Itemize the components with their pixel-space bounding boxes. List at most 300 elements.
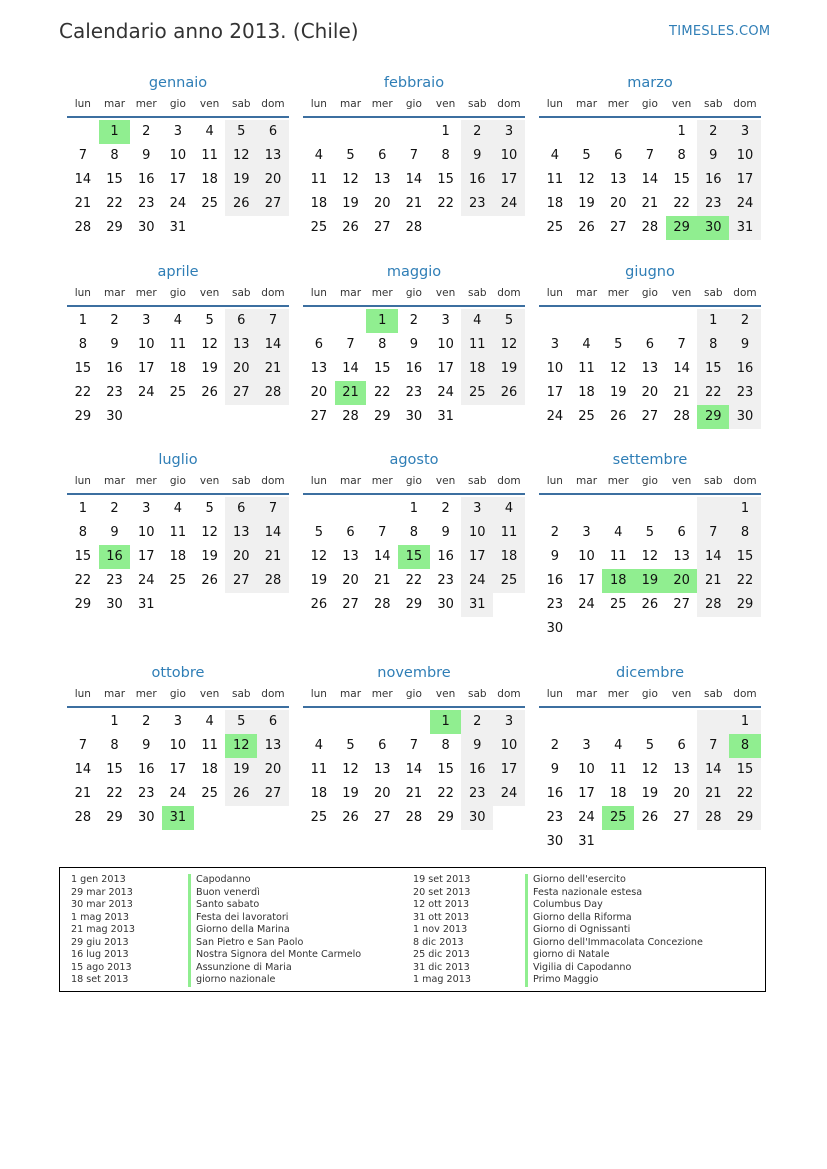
empty-day-cell [303, 120, 335, 144]
day-cell: 10 [137, 525, 155, 540]
day-cell: 28 [257, 569, 289, 593]
holiday-name: Vigilia di Capodanno [525, 962, 631, 975]
weekday-label: ven [435, 287, 456, 299]
day-cell: 10 [493, 144, 525, 168]
day-cell: 29 [437, 810, 454, 825]
day-cell: 24 [578, 810, 595, 825]
day-cell: 21 [74, 196, 92, 211]
holiday-date: 1 mag 2013 [71, 911, 129, 923]
weekday-label: dom [497, 475, 521, 487]
month-name: giugno [625, 264, 675, 280]
day-cell: 16 [697, 168, 729, 192]
weekday-label: gio [405, 287, 422, 299]
day-cell: 2 [697, 120, 729, 144]
day-grid [539, 309, 761, 429]
day-cell: 7 [78, 738, 87, 753]
day-cell: 11 [310, 762, 328, 777]
weekday-label: ven [671, 688, 692, 700]
holiday-date: 12 ott 2013 [413, 899, 470, 910]
day-cell: 15 [729, 545, 761, 569]
day-cell: 2 [550, 525, 559, 540]
day-cell: 30 [137, 220, 155, 235]
day-cell: 30 [106, 597, 123, 612]
weekday-label: mer [607, 475, 629, 487]
weekday-label: mar [576, 287, 598, 299]
weekday-label: mar [340, 688, 362, 700]
day-cell: 27 [225, 381, 257, 405]
weekday-label: mar [576, 98, 598, 110]
day-cell: 22 [437, 196, 454, 211]
day-cell: 27 [342, 597, 359, 612]
day-cell: 4 [614, 738, 623, 753]
month-gennaio [67, 72, 289, 240]
day-cell: 25 [310, 810, 328, 825]
day-cell: 12 [641, 762, 659, 777]
day-cell: 14 [697, 758, 729, 782]
day-cell: 13 [225, 333, 257, 357]
day-cell: 31 [137, 597, 155, 612]
day-cell: 16 [546, 786, 564, 801]
empty-day-cell [303, 497, 335, 521]
day-cell: 18 [310, 196, 328, 211]
day-cell: 4 [205, 124, 214, 139]
day-cell: 25 [169, 385, 187, 400]
day-cell: 11 [169, 337, 187, 352]
day-cell: 28 [342, 409, 359, 424]
day-cell: 1 [729, 710, 761, 734]
holiday-day-cell: 30 [697, 216, 729, 240]
weekday-label: lun [74, 688, 91, 700]
day-cell: 24 [578, 597, 595, 612]
day-cell: 24 [546, 409, 564, 424]
weekday-label: dom [733, 287, 757, 299]
brand-link[interactable]: TIMESLES.COM [669, 24, 771, 39]
day-cell: 14 [673, 361, 690, 376]
day-cell: 6 [257, 120, 289, 144]
weekday-label: lun [310, 98, 327, 110]
day-cell: 25 [169, 573, 187, 588]
day-cell: 14 [74, 762, 92, 777]
month-name: gennaio [148, 75, 208, 91]
day-cell: 23 [137, 786, 155, 801]
day-cell: 30 [461, 806, 493, 830]
day-cell: 2 [550, 738, 559, 753]
day-cell: 29 [106, 220, 123, 235]
day-cell: 13 [342, 549, 359, 564]
day-cell: 12 [201, 525, 218, 540]
day-cell: 4 [461, 309, 493, 333]
day-cell: 20 [257, 168, 289, 192]
holiday-date: 1 mag 2013 [413, 974, 471, 985]
day-grid [67, 309, 289, 429]
day-cell: 8 [110, 148, 119, 163]
day-cell: 24 [729, 192, 761, 216]
holiday-legend [59, 867, 766, 992]
day-grid [539, 497, 761, 641]
day-cell: 13 [609, 172, 627, 187]
day-cell: 15 [437, 172, 454, 187]
day-cell: 4 [614, 525, 623, 540]
weekday-label: ven [199, 98, 220, 110]
empty-day-cell [539, 710, 571, 734]
weekday-header [303, 96, 525, 118]
day-cell: 20 [609, 196, 627, 211]
weekday-label: sab [703, 287, 723, 299]
day-cell: 26 [641, 597, 659, 612]
weekday-label: ven [435, 688, 456, 700]
day-cell: 14 [373, 549, 391, 564]
empty-day-cell [634, 309, 666, 333]
weekday-label: dom [261, 287, 285, 299]
day-cell: 3 [729, 120, 761, 144]
empty-day-cell [634, 497, 666, 521]
day-cell: 29 [373, 409, 391, 424]
day-cell: 3 [461, 497, 493, 521]
day-cell: 4 [314, 148, 323, 163]
holiday-day-cell: 16 [99, 545, 131, 569]
day-cell: 17 [578, 786, 595, 801]
day-cell: 26 [225, 192, 257, 216]
day-cell: 11 [310, 172, 328, 187]
month-settembre [539, 449, 761, 641]
holiday-date: 25 dic 2013 [413, 949, 470, 960]
day-cell: 4 [493, 497, 525, 521]
day-cell: 17 [729, 168, 761, 192]
weekday-label: gio [169, 287, 186, 299]
holiday-date: 31 ott 2013 [413, 911, 470, 923]
day-cell: 25 [461, 381, 493, 405]
weekday-label: dom [733, 475, 757, 487]
month-febbraio [303, 72, 525, 240]
day-cell: 15 [74, 549, 92, 564]
month-name: marzo [627, 75, 673, 91]
day-cell: 22 [373, 385, 391, 400]
day-cell: 21 [673, 385, 690, 400]
day-cell: 10 [137, 337, 155, 352]
day-cell: 8 [441, 738, 450, 753]
day-cell: 2 [110, 501, 119, 516]
weekday-label: sab [231, 287, 251, 299]
holiday-name: Giorno della Riforma [525, 912, 632, 925]
weekday-label: sab [703, 98, 723, 110]
holiday-day-cell: 20 [666, 569, 698, 593]
holiday-name: Nostra Signora del Monte Carmelo [188, 949, 361, 962]
day-cell: 20 [257, 758, 289, 782]
weekday-header [539, 96, 761, 118]
month-name: luglio [158, 452, 198, 468]
weekday-header [67, 96, 289, 118]
day-cell: 13 [641, 361, 659, 376]
holiday-day-cell: 18 [602, 569, 634, 593]
month-maggio [303, 261, 525, 429]
empty-day-cell [335, 710, 367, 734]
empty-day-cell [666, 497, 698, 521]
day-cell: 26 [609, 409, 627, 424]
holiday-name: giorno di Natale [525, 949, 609, 962]
empty-day-cell [335, 309, 367, 333]
day-cell: 12 [310, 549, 328, 564]
day-cell: 24 [461, 569, 493, 593]
day-cell: 30 [106, 409, 123, 424]
weekday-label: mer [135, 688, 157, 700]
day-cell: 19 [342, 196, 359, 211]
day-cell: 3 [493, 120, 525, 144]
weekday-label: ven [671, 98, 692, 110]
day-cell: 26 [310, 597, 328, 612]
day-cell: 17 [578, 573, 595, 588]
weekday-label: dom [261, 688, 285, 700]
day-cell: 13 [310, 361, 328, 376]
day-cell: 26 [342, 810, 359, 825]
weekday-label: lun [74, 98, 91, 110]
day-cell: 31 [729, 216, 761, 240]
day-cell: 4 [173, 501, 183, 516]
day-cell: 8 [110, 738, 119, 753]
day-cell: 4 [205, 714, 214, 729]
month-giugno [539, 261, 761, 429]
empty-day-cell [539, 309, 571, 333]
day-cell: 9 [461, 734, 493, 758]
weekday-label: mar [340, 475, 362, 487]
weekday-label: sab [467, 287, 487, 299]
month-name: maggio [386, 264, 442, 280]
day-cell: 5 [346, 738, 355, 753]
day-cell: 1 [110, 714, 119, 729]
day-cell: 13 [257, 734, 289, 758]
day-cell: 23 [729, 381, 761, 405]
day-cell: 2 [461, 120, 493, 144]
weekday-label: sab [703, 688, 723, 700]
day-cell: 17 [546, 385, 564, 400]
day-cell: 6 [378, 148, 387, 163]
day-cell: 31 [578, 834, 595, 849]
day-cell: 5 [314, 525, 323, 540]
weekday-label: gio [169, 688, 186, 700]
holiday-day-cell: 1 [366, 309, 398, 333]
holiday-day-cell: 15 [398, 545, 430, 569]
day-cell: 21 [257, 545, 289, 569]
holiday-day-cell: 8 [729, 734, 761, 758]
day-cell: 11 [578, 361, 595, 376]
day-cell: 9 [550, 549, 559, 564]
month-name: agosto [389, 452, 439, 468]
day-cell: 28 [405, 810, 423, 825]
weekday-header [67, 473, 289, 495]
day-cell: 6 [614, 148, 623, 163]
day-cell: 2 [441, 501, 450, 516]
day-cell: 14 [257, 333, 289, 357]
day-cell: 1 [78, 313, 87, 328]
weekday-label: gio [405, 475, 422, 487]
day-cell: 5 [225, 120, 257, 144]
day-cell: 30 [405, 409, 423, 424]
day-cell: 20 [641, 385, 659, 400]
weekday-label: sab [231, 98, 251, 110]
weekday-label: lun [310, 287, 327, 299]
day-cell: 21 [373, 573, 391, 588]
weekday-label: lun [546, 98, 563, 110]
day-cell: 22 [405, 573, 423, 588]
day-cell: 4 [314, 738, 323, 753]
day-cell: 22 [74, 385, 92, 400]
day-cell: 7 [257, 309, 289, 333]
day-cell: 2 [110, 313, 119, 328]
month-name: novembre [377, 665, 451, 681]
day-grid [67, 497, 289, 617]
day-grid [67, 120, 289, 240]
holiday-name: Capodanno [188, 874, 251, 887]
day-cell: 18 [169, 549, 187, 564]
day-cell: 1 [441, 124, 450, 139]
day-cell: 2 [142, 124, 151, 139]
day-cell: 27 [225, 569, 257, 593]
day-cell: 2 [461, 710, 493, 734]
day-cell: 19 [225, 758, 257, 782]
day-grid [539, 120, 761, 240]
day-cell: 9 [409, 337, 419, 352]
day-cell: 23 [697, 192, 729, 216]
day-cell: 28 [257, 381, 289, 405]
day-cell: 27 [673, 597, 690, 612]
day-cell: 20 [225, 357, 257, 381]
day-cell: 30 [729, 405, 761, 429]
day-cell: 7 [378, 525, 387, 540]
empty-day-cell [571, 120, 603, 144]
day-cell: 27 [257, 192, 289, 216]
day-cell: 3 [441, 313, 450, 328]
day-cell: 4 [173, 313, 183, 328]
day-cell: 25 [578, 409, 595, 424]
day-cell: 7 [257, 497, 289, 521]
day-cell: 20 [225, 545, 257, 569]
day-cell: 27 [609, 220, 627, 235]
day-cell: 7 [697, 734, 729, 758]
day-cell: 5 [645, 738, 655, 753]
day-grid [67, 710, 289, 830]
weekday-label: dom [497, 98, 521, 110]
weekday-label: dom [261, 98, 285, 110]
day-cell: 22 [729, 569, 761, 593]
day-cell: 12 [609, 361, 627, 376]
day-cell: 23 [137, 196, 155, 211]
day-cell: 5 [225, 710, 257, 734]
weekday-label: gio [641, 475, 658, 487]
empty-day-cell [303, 309, 335, 333]
day-cell: 18 [201, 762, 218, 777]
day-cell: 29 [729, 593, 761, 617]
day-cell: 3 [173, 124, 183, 139]
day-cell: 7 [409, 148, 419, 163]
weekday-label: gio [169, 475, 186, 487]
day-cell: 14 [74, 172, 92, 187]
weekday-label: gio [405, 98, 422, 110]
month-ottobre [67, 662, 289, 830]
weekday-label: mar [104, 98, 126, 110]
day-cell: 21 [697, 782, 729, 806]
holiday-name: Festa dei lavoratori [188, 912, 288, 925]
day-cell: 1 [697, 309, 729, 333]
day-cell: 19 [310, 573, 328, 588]
weekday-label: ven [199, 287, 220, 299]
month-name: ottobre [151, 665, 205, 681]
holiday-name: San Pietro e San Paolo [188, 937, 303, 950]
day-cell: 10 [729, 144, 761, 168]
day-cell: 9 [110, 525, 119, 540]
day-cell: 28 [74, 810, 92, 825]
day-cell: 11 [201, 738, 218, 753]
day-cell: 6 [225, 497, 257, 521]
day-cell: 26 [493, 381, 525, 405]
day-cell: 31 [437, 409, 454, 424]
day-cell: 6 [314, 337, 323, 352]
day-cell: 19 [641, 786, 659, 801]
day-cell: 28 [697, 806, 729, 830]
day-cell: 29 [405, 597, 423, 612]
day-cell: 27 [673, 810, 690, 825]
empty-day-cell [366, 710, 398, 734]
weekday-header [539, 686, 761, 708]
month-name: dicembre [615, 665, 685, 681]
day-cell: 19 [225, 168, 257, 192]
holiday-day-cell: 1 [430, 710, 462, 734]
weekday-label: gio [641, 688, 658, 700]
day-cell: 5 [582, 148, 591, 163]
day-cell: 4 [582, 337, 591, 352]
day-cell: 19 [342, 786, 359, 801]
month-agosto [303, 449, 525, 617]
holiday-name: giorno nazionale [188, 974, 275, 987]
day-cell: 16 [106, 361, 123, 376]
holiday-day-cell: 21 [335, 381, 367, 405]
day-cell: 25 [201, 786, 218, 801]
empty-day-cell [303, 710, 335, 734]
day-cell: 21 [641, 196, 659, 211]
day-cell: 25 [546, 220, 564, 235]
day-cell: 19 [493, 357, 525, 381]
day-cell: 3 [582, 738, 591, 753]
weekday-header [67, 686, 289, 708]
day-cell: 5 [205, 501, 214, 516]
month-marzo [539, 72, 761, 240]
weekday-label: lun [310, 688, 327, 700]
day-cell: 24 [493, 782, 525, 806]
day-cell: 17 [169, 172, 187, 187]
day-cell: 9 [461, 144, 493, 168]
day-cell: 30 [437, 597, 454, 612]
day-cell: 4 [550, 148, 559, 163]
weekday-label: gio [405, 688, 422, 700]
day-cell: 28 [405, 220, 423, 235]
day-cell: 8 [697, 333, 729, 357]
day-cell: 18 [461, 357, 493, 381]
day-cell: 6 [677, 525, 686, 540]
day-cell: 3 [173, 714, 183, 729]
weekday-label: sab [231, 688, 251, 700]
holiday-date: 16 lug 2013 [71, 949, 129, 960]
day-cell: 7 [697, 521, 729, 545]
holiday-day-cell: 25 [602, 806, 634, 830]
day-cell: 5 [205, 313, 214, 328]
weekday-header [67, 285, 289, 307]
day-cell: 1 [409, 501, 419, 516]
day-cell: 20 [342, 573, 359, 588]
day-cell: 3 [493, 710, 525, 734]
day-cell: 21 [697, 569, 729, 593]
weekday-label: gio [169, 98, 186, 110]
weekday-label: dom [497, 287, 521, 299]
holiday-day-cell: 12 [225, 734, 257, 758]
day-cell: 15 [74, 361, 92, 376]
